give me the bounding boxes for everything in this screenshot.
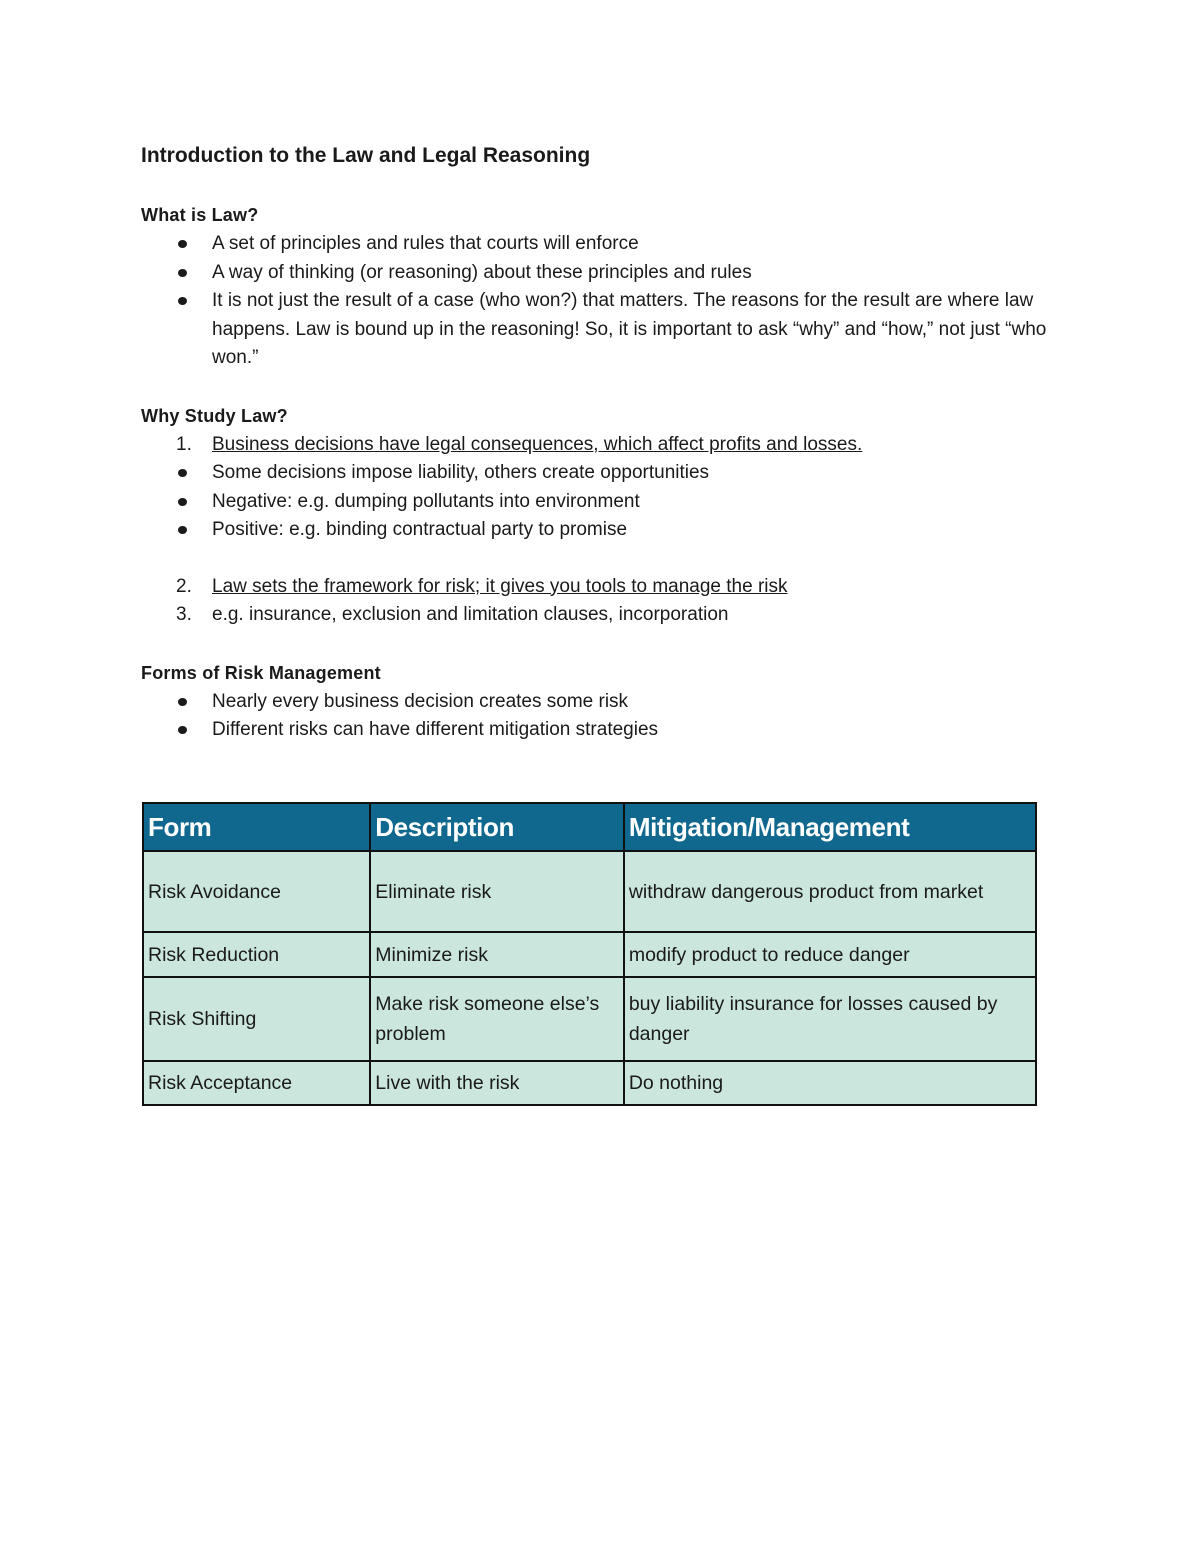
table-cell: Risk Avoidance bbox=[143, 851, 370, 932]
list-item bbox=[141, 287, 1061, 373]
list-item-text: It is not just the result of a case (who won?) that matters. The reasons for the result are where law happens. Law is bound up in the reasoning! So, it is important to ask “why” and “how,” not just “who won.” bbox=[212, 290, 1047, 368]
table-cell: Do nothing bbox=[624, 1061, 1036, 1105]
bullet-icon bbox=[178, 469, 187, 477]
column-header-description: Description bbox=[370, 803, 624, 851]
column-header-mitigation: Mitigation/Management bbox=[624, 803, 1036, 851]
section-heading-what-is-law: What is Law? bbox=[141, 205, 259, 225]
numbered-item bbox=[141, 601, 1061, 630]
list-item-text: A set of principles and rules that courts will enforce bbox=[212, 233, 639, 254]
table-cell: Eliminate risk bbox=[370, 851, 624, 932]
document-body bbox=[141, 140, 1061, 745]
risk-management-table bbox=[142, 802, 1037, 1106]
section-heading-forms-of-risk: Forms of Risk Management bbox=[141, 662, 381, 683]
bullet-icon bbox=[178, 698, 187, 706]
document-title: Introduction to the Law and Legal Reasoning bbox=[141, 144, 591, 167]
numbered-item bbox=[141, 431, 1061, 460]
column-header-form: Form bbox=[143, 803, 370, 851]
bullet-icon bbox=[178, 269, 187, 277]
list-item-text: Nearly every business decision creates some risk bbox=[212, 690, 629, 712]
bullet-icon bbox=[178, 498, 187, 506]
why-study-law-list bbox=[141, 431, 1061, 545]
table-header-row bbox=[143, 803, 1036, 851]
list-item bbox=[141, 716, 1061, 745]
list-item bbox=[141, 688, 1061, 717]
table-cell: Minimize risk bbox=[370, 932, 624, 977]
table-row bbox=[143, 932, 1036, 977]
list-item-text: Positive: e.g. binding contractual party to promise bbox=[212, 519, 628, 540]
numbered-item-text: Business decisions have legal consequences, which affect profits and losses. bbox=[212, 433, 863, 455]
table-cell: Make risk someone else’s problem bbox=[370, 977, 624, 1061]
bullet-icon bbox=[178, 297, 187, 305]
table-row bbox=[143, 1061, 1036, 1105]
bullet-icon bbox=[178, 526, 187, 534]
item-number: 2. bbox=[176, 575, 192, 597]
list-item-text: Different risks can have different mitigation strategies bbox=[212, 719, 659, 740]
table-cell: Live with the risk bbox=[370, 1061, 624, 1105]
what-is-law-list bbox=[141, 230, 1061, 373]
list-item bbox=[141, 459, 1061, 488]
table-cell: buy liability insurance for losses caused by danger bbox=[624, 977, 1036, 1061]
table-row bbox=[143, 851, 1036, 932]
list-item-text: Some decisions impose liability, others create opportunities bbox=[212, 462, 710, 483]
bullet-icon bbox=[178, 240, 187, 248]
table-row bbox=[143, 977, 1036, 1061]
numbered-item bbox=[141, 573, 1061, 602]
why-study-law-list-continued bbox=[141, 573, 1061, 630]
list-item bbox=[141, 516, 1061, 545]
item-number: 1. bbox=[176, 433, 192, 455]
table-cell: Risk Reduction bbox=[143, 932, 370, 977]
list-item bbox=[141, 259, 1061, 288]
table-cell: Risk Shifting bbox=[143, 977, 370, 1061]
item-number: 3. bbox=[176, 604, 192, 625]
list-item bbox=[141, 230, 1061, 259]
numbered-item-text: Law sets the framework for risk; it gives you tools to manage the risk bbox=[212, 575, 788, 597]
table-cell: modify product to reduce danger bbox=[624, 932, 1036, 977]
numbered-item-text: e.g. insurance, exclusion and limitation clauses, incorporation bbox=[212, 604, 729, 625]
section-heading-why-study-law: Why Study Law? bbox=[141, 405, 288, 426]
list-item-text: Negative: e.g. dumping pollutants into environment bbox=[212, 490, 640, 512]
forms-of-risk-list bbox=[141, 688, 1061, 745]
list-item-text: A way of thinking (or reasoning) about these principles and rules bbox=[212, 261, 752, 283]
table-cell: Risk Acceptance bbox=[143, 1061, 370, 1105]
table-cell: withdraw dangerous product from market bbox=[624, 851, 1036, 932]
bullet-icon bbox=[178, 726, 187, 734]
list-item bbox=[141, 488, 1061, 517]
